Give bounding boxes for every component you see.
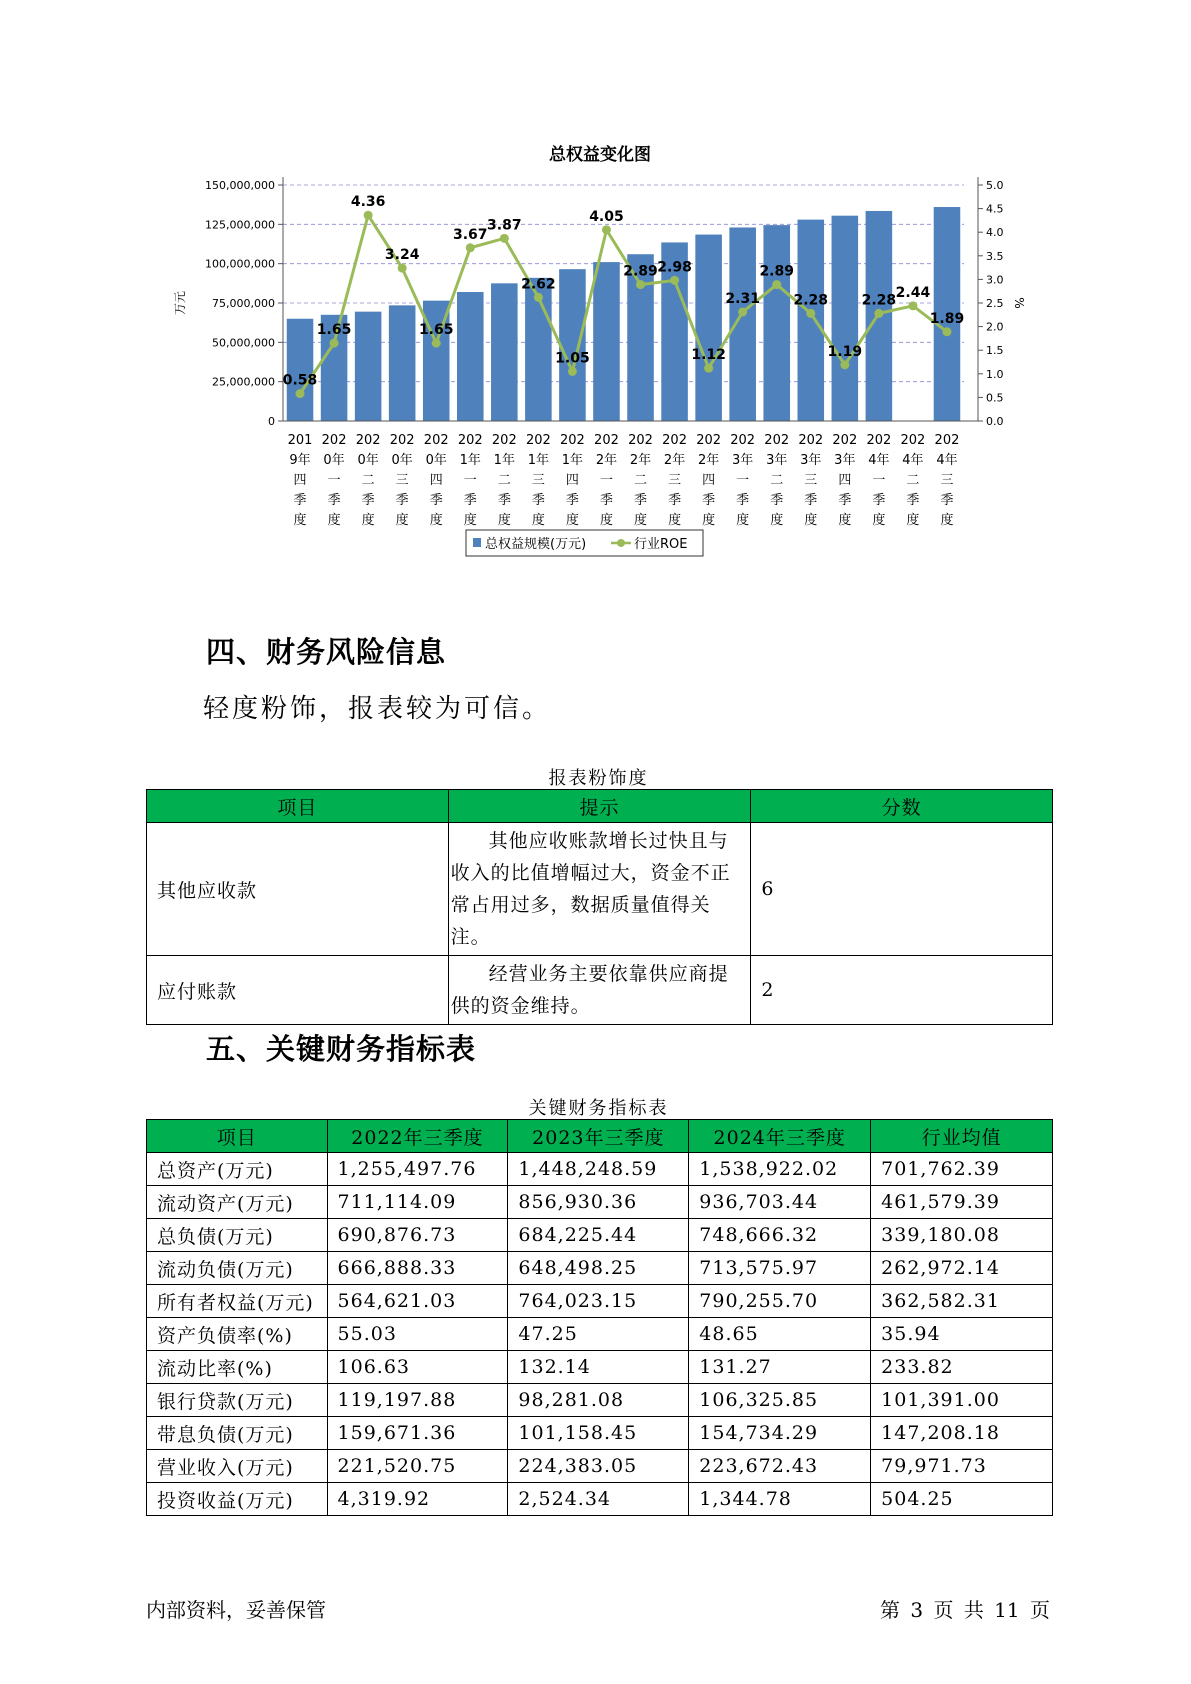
x-tick-label: 202 xyxy=(764,433,790,448)
value-cell: 504.25 xyxy=(871,1483,1053,1516)
hint-cell xyxy=(448,823,751,956)
table-row xyxy=(147,1285,1053,1318)
value-cell: 711,114.09 xyxy=(327,1186,508,1219)
value-cell: 79,971.73 xyxy=(871,1450,1053,1483)
legend-swatch-marker xyxy=(617,539,625,547)
x-tick-label: 4年 xyxy=(902,453,924,468)
x-tick-label: 度 xyxy=(804,513,818,528)
x-tick-label: 季 xyxy=(463,493,477,508)
value-cell: 233.82 xyxy=(871,1351,1053,1384)
x-tick-label: 4年 xyxy=(936,453,958,468)
roe-data-label: 1.65 xyxy=(418,322,454,339)
value-cell: 224,383.05 xyxy=(508,1450,689,1483)
x-tick-label: 三 xyxy=(804,473,818,488)
roe-point xyxy=(908,301,917,310)
roe-point xyxy=(364,211,373,220)
x-tick-label: 度 xyxy=(327,513,341,528)
roe-point xyxy=(330,339,339,348)
header-cell: 项目 xyxy=(147,790,449,823)
value-cell: 684,225.44 xyxy=(508,1219,689,1252)
value-cell: 101,391.00 xyxy=(871,1384,1053,1417)
x-tick-label: 季 xyxy=(872,493,886,508)
risk-summary: 轻度粉饰，报表较为可信。 xyxy=(203,694,552,724)
kpi-table-header xyxy=(147,1120,1053,1153)
x-tick-label: 1年 xyxy=(561,453,584,468)
roe-point xyxy=(738,307,747,316)
x-tick-label: 度 xyxy=(361,513,375,528)
score-cell: 6 xyxy=(751,823,1053,956)
roe-data-label: 2.89 xyxy=(759,263,794,280)
x-tick-label: 度 xyxy=(770,513,784,528)
roe-data-label: 3.67 xyxy=(453,226,488,243)
table-row xyxy=(147,1450,1053,1483)
roe-point xyxy=(568,367,577,376)
bar xyxy=(355,312,382,421)
x-tick-label: 四 xyxy=(838,473,852,488)
y-tick-label: 50,000,000 xyxy=(212,336,275,350)
value-cell: 106,325.85 xyxy=(689,1384,871,1417)
roe-data-label: 1.05 xyxy=(555,350,590,367)
roe-data-label: 2.44 xyxy=(895,284,931,301)
x-tick-label: 202 xyxy=(662,433,687,448)
roe-data-label: 1.65 xyxy=(316,322,352,339)
x-tick-label: 四 xyxy=(429,473,443,488)
header-cell: 2024年三季度 xyxy=(689,1120,871,1153)
x-tick-label: 二 xyxy=(361,473,375,488)
x-tick-label: 季 xyxy=(906,493,920,508)
roe-point xyxy=(296,389,305,398)
y2-axis-label: % xyxy=(1012,297,1026,309)
x-tick-label: 二 xyxy=(770,473,784,488)
x-tick-label: 度 xyxy=(395,513,409,528)
value-cell: 748,666.32 xyxy=(689,1219,871,1252)
roe-data-label: 4.36 xyxy=(350,194,386,211)
bar xyxy=(389,305,416,421)
roe-point xyxy=(874,309,883,318)
roe-point xyxy=(704,364,713,373)
x-tick-label: 二 xyxy=(906,473,920,488)
x-tick-label: 季 xyxy=(940,493,954,508)
value-cell: 131.27 xyxy=(689,1351,871,1384)
score-cell: 2 xyxy=(751,956,1053,1025)
y-axis-label: 万元 xyxy=(173,290,187,316)
item-cell: 总资产(万元) xyxy=(147,1153,328,1186)
x-tick-label: 0年 xyxy=(425,453,447,468)
x-tick-label: 度 xyxy=(531,513,545,528)
item-cell: 投资收益(万元) xyxy=(147,1483,328,1516)
roe-data-label: 1.89 xyxy=(929,310,965,327)
bar xyxy=(797,220,824,421)
x-tick-label: 2年 xyxy=(595,453,618,468)
value-cell: 159,671.36 xyxy=(327,1417,508,1450)
x-tick-label: 4年 xyxy=(868,453,890,468)
x-tick-label: 度 xyxy=(599,513,613,528)
header-cell: 项目 xyxy=(147,1120,328,1153)
x-tick-label: 1年 xyxy=(459,453,481,468)
x-tick-label: 季 xyxy=(736,493,750,508)
x-tick-label: 二 xyxy=(634,473,648,488)
x-tick-label: 一 xyxy=(463,473,477,488)
value-cell: 55.03 xyxy=(327,1318,508,1351)
value-cell: 701,762.39 xyxy=(871,1153,1053,1186)
x-tick-label: 202 xyxy=(900,433,926,448)
roe-point xyxy=(772,280,781,289)
x-tick-label: 一 xyxy=(872,473,886,488)
value-cell: 856,930.36 xyxy=(508,1186,689,1219)
kpi-table xyxy=(146,1119,1053,1516)
section5-heading: 五、关键财务指标表 xyxy=(206,1032,477,1066)
x-tick-label: 季 xyxy=(668,493,682,508)
value-cell: 35.94 xyxy=(871,1318,1053,1351)
x-tick-label: 三 xyxy=(668,473,682,488)
bar xyxy=(287,319,314,421)
value-cell: 2,524.34 xyxy=(508,1483,689,1516)
roe-point xyxy=(432,339,441,348)
x-tick-label: 三 xyxy=(940,473,954,488)
x-tick-label: 202 xyxy=(560,433,585,448)
bar xyxy=(832,216,859,421)
x-tick-label: 202 xyxy=(491,433,517,448)
x-tick-label: 季 xyxy=(804,493,818,508)
x-tick-label: 三 xyxy=(395,473,409,488)
x-tick-label: 三 xyxy=(531,473,545,488)
x-tick-label: 四 xyxy=(702,473,716,488)
x-tick-label: 季 xyxy=(361,493,375,508)
y-tick-label: 0 xyxy=(268,415,275,428)
table-row xyxy=(147,1252,1053,1285)
x-tick-label: 202 xyxy=(355,433,381,448)
value-cell: 98,281.08 xyxy=(508,1384,689,1417)
bar xyxy=(729,227,756,421)
roe-point xyxy=(942,327,951,336)
x-tick-label: 季 xyxy=(838,493,852,508)
header-cell: 2022年三季度 xyxy=(327,1120,508,1153)
y-tick-label: 100,000,000 xyxy=(205,257,275,271)
x-tick-label: 度 xyxy=(497,513,511,528)
legend-label: 行业ROE xyxy=(634,537,688,552)
x-tick-label: 202 xyxy=(525,433,551,448)
y-tick-label: 150,000,000 xyxy=(205,179,275,192)
value-cell: 564,621.03 xyxy=(327,1285,508,1318)
x-tick-label: 度 xyxy=(906,513,920,528)
item-cell: 总负债(万元) xyxy=(147,1219,328,1252)
x-tick-label: 度 xyxy=(429,513,443,528)
bar xyxy=(491,283,518,421)
item-cell: 营业收入(万元) xyxy=(147,1450,328,1483)
item-cell: 资产负债率(%) xyxy=(147,1318,328,1351)
legend-swatch-bar xyxy=(473,538,481,547)
value-cell: 690,876.73 xyxy=(327,1219,508,1252)
x-tick-label: 四 xyxy=(293,473,307,488)
table-row xyxy=(147,1153,1053,1186)
y2-tick-label: 4.5 xyxy=(986,202,1004,216)
value-cell: 154,734.29 xyxy=(689,1417,871,1450)
roe-data-label: 0.58 xyxy=(282,372,318,389)
item-cell: 带息负债(万元) xyxy=(147,1417,328,1450)
x-tick-label: 202 xyxy=(594,433,619,448)
value-cell: 362,582.31 xyxy=(871,1285,1053,1318)
risk-table-header xyxy=(147,790,1053,823)
table-row xyxy=(147,1186,1053,1219)
roe-data-label: 2.98 xyxy=(657,259,692,276)
value-cell: 764,023.15 xyxy=(508,1285,689,1318)
x-tick-label: 季 xyxy=(565,493,579,508)
x-tick-label: 0年 xyxy=(323,453,345,468)
value-cell: 339,180.08 xyxy=(871,1219,1053,1252)
header-cell: 2023年三季度 xyxy=(508,1120,689,1153)
value-cell: 461,579.39 xyxy=(871,1186,1053,1219)
roe-data-label: 2.31 xyxy=(725,290,760,307)
header-cell: 提示 xyxy=(448,790,751,823)
y2-tick-label: 5.0 xyxy=(986,179,1004,192)
x-tick-label: 季 xyxy=(531,493,545,508)
y2-tick-label: 0.5 xyxy=(986,391,1004,405)
x-tick-label: 度 xyxy=(940,513,954,528)
x-tick-label: 202 xyxy=(798,433,824,448)
bar xyxy=(457,292,484,421)
value-cell: 221,520.75 xyxy=(327,1450,508,1483)
x-tick-label: 201 xyxy=(287,433,313,448)
roe-data-label: 4.05 xyxy=(589,208,624,225)
bar xyxy=(593,262,620,421)
risk-table-caption: 报表粉饰度 xyxy=(548,768,649,789)
value-cell: 1,344.78 xyxy=(689,1483,871,1516)
roe-data-label: 1.12 xyxy=(691,347,726,364)
roe-point xyxy=(466,243,475,252)
x-tick-label: 度 xyxy=(634,513,648,528)
roe-point xyxy=(398,264,407,273)
x-tick-label: 四 xyxy=(565,473,579,488)
footer-confidential: 内部资料，妥善保管 xyxy=(146,1598,326,1622)
roe-point xyxy=(602,225,611,234)
roe-point xyxy=(534,293,543,302)
risk-table xyxy=(146,789,1053,1025)
value-cell: 790,255.70 xyxy=(689,1285,871,1318)
roe-data-label: 1.19 xyxy=(827,343,863,360)
x-tick-label: 度 xyxy=(838,513,852,528)
table-row xyxy=(147,1318,1053,1351)
value-cell: 713,575.97 xyxy=(689,1252,871,1285)
section4-heading: 四、财务风险信息 xyxy=(206,635,447,669)
x-tick-label: 季 xyxy=(634,493,648,508)
hint-text: 经营业务主要依靠供应商提供的资金维持。 xyxy=(450,963,729,1017)
x-tick-label: 季 xyxy=(327,493,341,508)
x-tick-label: 1年 xyxy=(493,453,515,468)
equity-chart xyxy=(150,140,1050,600)
value-cell: 666,888.33 xyxy=(327,1252,508,1285)
y2-tick-label: 1.0 xyxy=(986,367,1004,381)
x-tick-label: 202 xyxy=(730,433,756,448)
x-tick-label: 3年 xyxy=(800,453,822,468)
roe-point xyxy=(636,280,645,289)
item-cell: 其他应收款 xyxy=(147,823,449,956)
x-tick-label: 二 xyxy=(497,473,511,488)
table-row xyxy=(147,1219,1053,1252)
value-cell: 119,197.88 xyxy=(327,1384,508,1417)
value-cell: 1,538,922.02 xyxy=(689,1153,871,1186)
y2-tick-label: 2.0 xyxy=(986,320,1004,334)
x-tick-label: 9年 xyxy=(289,453,311,468)
x-tick-label: 3年 xyxy=(834,453,856,468)
table-row xyxy=(147,823,1053,956)
value-cell: 47.25 xyxy=(508,1318,689,1351)
roe-data-label: 2.89 xyxy=(623,263,658,280)
x-tick-label: 季 xyxy=(293,493,307,508)
hint-cell xyxy=(448,956,751,1025)
x-tick-label: 1年 xyxy=(527,453,550,468)
x-tick-label: 2年 xyxy=(697,453,720,468)
x-tick-label: 202 xyxy=(696,433,722,448)
x-tick-label: 度 xyxy=(565,513,579,528)
x-tick-label: 季 xyxy=(770,493,784,508)
roe-data-label: 2.28 xyxy=(861,292,897,309)
legend-label: 总权益规模(万元) xyxy=(485,537,587,552)
x-tick-label: 202 xyxy=(321,433,347,448)
roe-data-label: 2.28 xyxy=(793,292,829,309)
y2-tick-label: 3.0 xyxy=(986,273,1004,287)
table-row xyxy=(147,1351,1053,1384)
bar xyxy=(695,235,722,421)
y2-tick-label: 1.5 xyxy=(986,344,1004,358)
x-tick-label: 0年 xyxy=(357,453,379,468)
roe-data-label: 3.87 xyxy=(487,217,522,234)
y-tick-label: 75,000,000 xyxy=(212,297,275,310)
x-tick-label: 202 xyxy=(934,433,960,448)
item-cell: 应付账款 xyxy=(147,956,449,1025)
table-row xyxy=(147,1384,1053,1417)
x-tick-label: 度 xyxy=(293,513,307,528)
roe-point xyxy=(840,360,849,369)
value-cell: 1,448,248.59 xyxy=(508,1153,689,1186)
chart-title: 总权益变化图 xyxy=(549,145,651,165)
value-cell: 262,972.14 xyxy=(871,1252,1053,1285)
x-tick-label: 202 xyxy=(866,433,892,448)
x-tick-label: 一 xyxy=(736,473,750,488)
equity-chart-svg xyxy=(150,140,1050,600)
footer-page-number: 第 3 页 共 11 页 xyxy=(880,1598,1050,1622)
item-cell: 流动资产(万元) xyxy=(147,1186,328,1219)
y2-tick-label: 3.5 xyxy=(986,249,1004,263)
kpi-table-caption: 关键财务指标表 xyxy=(528,1098,669,1119)
x-tick-label: 度 xyxy=(702,513,716,528)
value-cell: 48.65 xyxy=(689,1318,871,1351)
value-cell: 223,672.43 xyxy=(689,1450,871,1483)
x-tick-label: 度 xyxy=(872,513,886,528)
value-cell: 147,208.18 xyxy=(871,1417,1053,1450)
x-tick-label: 季 xyxy=(599,493,613,508)
x-tick-label: 202 xyxy=(457,433,483,448)
roe-point xyxy=(670,276,679,285)
bar xyxy=(559,269,586,421)
y-tick-label: 125,000,000 xyxy=(205,218,275,232)
value-cell: 1,255,497.76 xyxy=(327,1153,508,1186)
item-cell: 所有者权益(万元) xyxy=(147,1285,328,1318)
item-cell: 流动比率(%) xyxy=(147,1351,328,1384)
x-tick-label: 202 xyxy=(628,433,653,448)
value-cell: 106.63 xyxy=(327,1351,508,1384)
x-tick-label: 2年 xyxy=(629,453,652,468)
x-tick-label: 一 xyxy=(327,473,341,488)
roe-data-label: 3.24 xyxy=(384,247,420,264)
value-cell: 101,158.45 xyxy=(508,1417,689,1450)
x-tick-label: 3年 xyxy=(732,453,754,468)
y2-tick-label: 4.0 xyxy=(986,226,1004,240)
x-tick-label: 度 xyxy=(668,513,682,528)
item-cell: 银行贷款(万元) xyxy=(147,1384,328,1417)
item-cell: 流动负债(万元) xyxy=(147,1252,328,1285)
x-tick-label: 202 xyxy=(423,433,449,448)
roe-data-label: 2.62 xyxy=(521,276,556,293)
table-row xyxy=(147,956,1053,1025)
x-tick-label: 3年 xyxy=(766,453,788,468)
value-cell: 648,498.25 xyxy=(508,1252,689,1285)
x-tick-label: 202 xyxy=(832,433,858,448)
x-tick-label: 度 xyxy=(463,513,477,528)
x-tick-label: 度 xyxy=(736,513,750,528)
hint-text: 其他应收账款增长过快且与收入的比值增幅过大，资金不正常占用过多，数据质量值得关注。 xyxy=(450,830,731,948)
x-tick-label: 2年 xyxy=(663,453,686,468)
y2-tick-label: 2.5 xyxy=(986,297,1004,310)
x-tick-label: 202 xyxy=(389,433,415,448)
bar xyxy=(763,225,790,421)
header-cell: 分数 xyxy=(751,790,1053,823)
y-tick-label: 25,000,000 xyxy=(212,375,275,389)
y2-tick-label: 0.0 xyxy=(986,415,1004,428)
x-tick-label: 0年 xyxy=(391,453,413,468)
roe-point xyxy=(806,309,815,318)
value-cell: 4,319.92 xyxy=(327,1483,508,1516)
value-cell: 132.14 xyxy=(508,1351,689,1384)
x-tick-label: 季 xyxy=(497,493,511,508)
x-tick-label: 季 xyxy=(429,493,443,508)
table-row xyxy=(147,1483,1053,1516)
x-tick-label: 季 xyxy=(395,493,409,508)
x-tick-label: 一 xyxy=(599,473,613,488)
value-cell: 936,703.44 xyxy=(689,1186,871,1219)
roe-point xyxy=(500,234,509,243)
table-row xyxy=(147,1417,1053,1450)
x-tick-label: 季 xyxy=(702,493,716,508)
header-cell: 行业均值 xyxy=(871,1120,1053,1153)
